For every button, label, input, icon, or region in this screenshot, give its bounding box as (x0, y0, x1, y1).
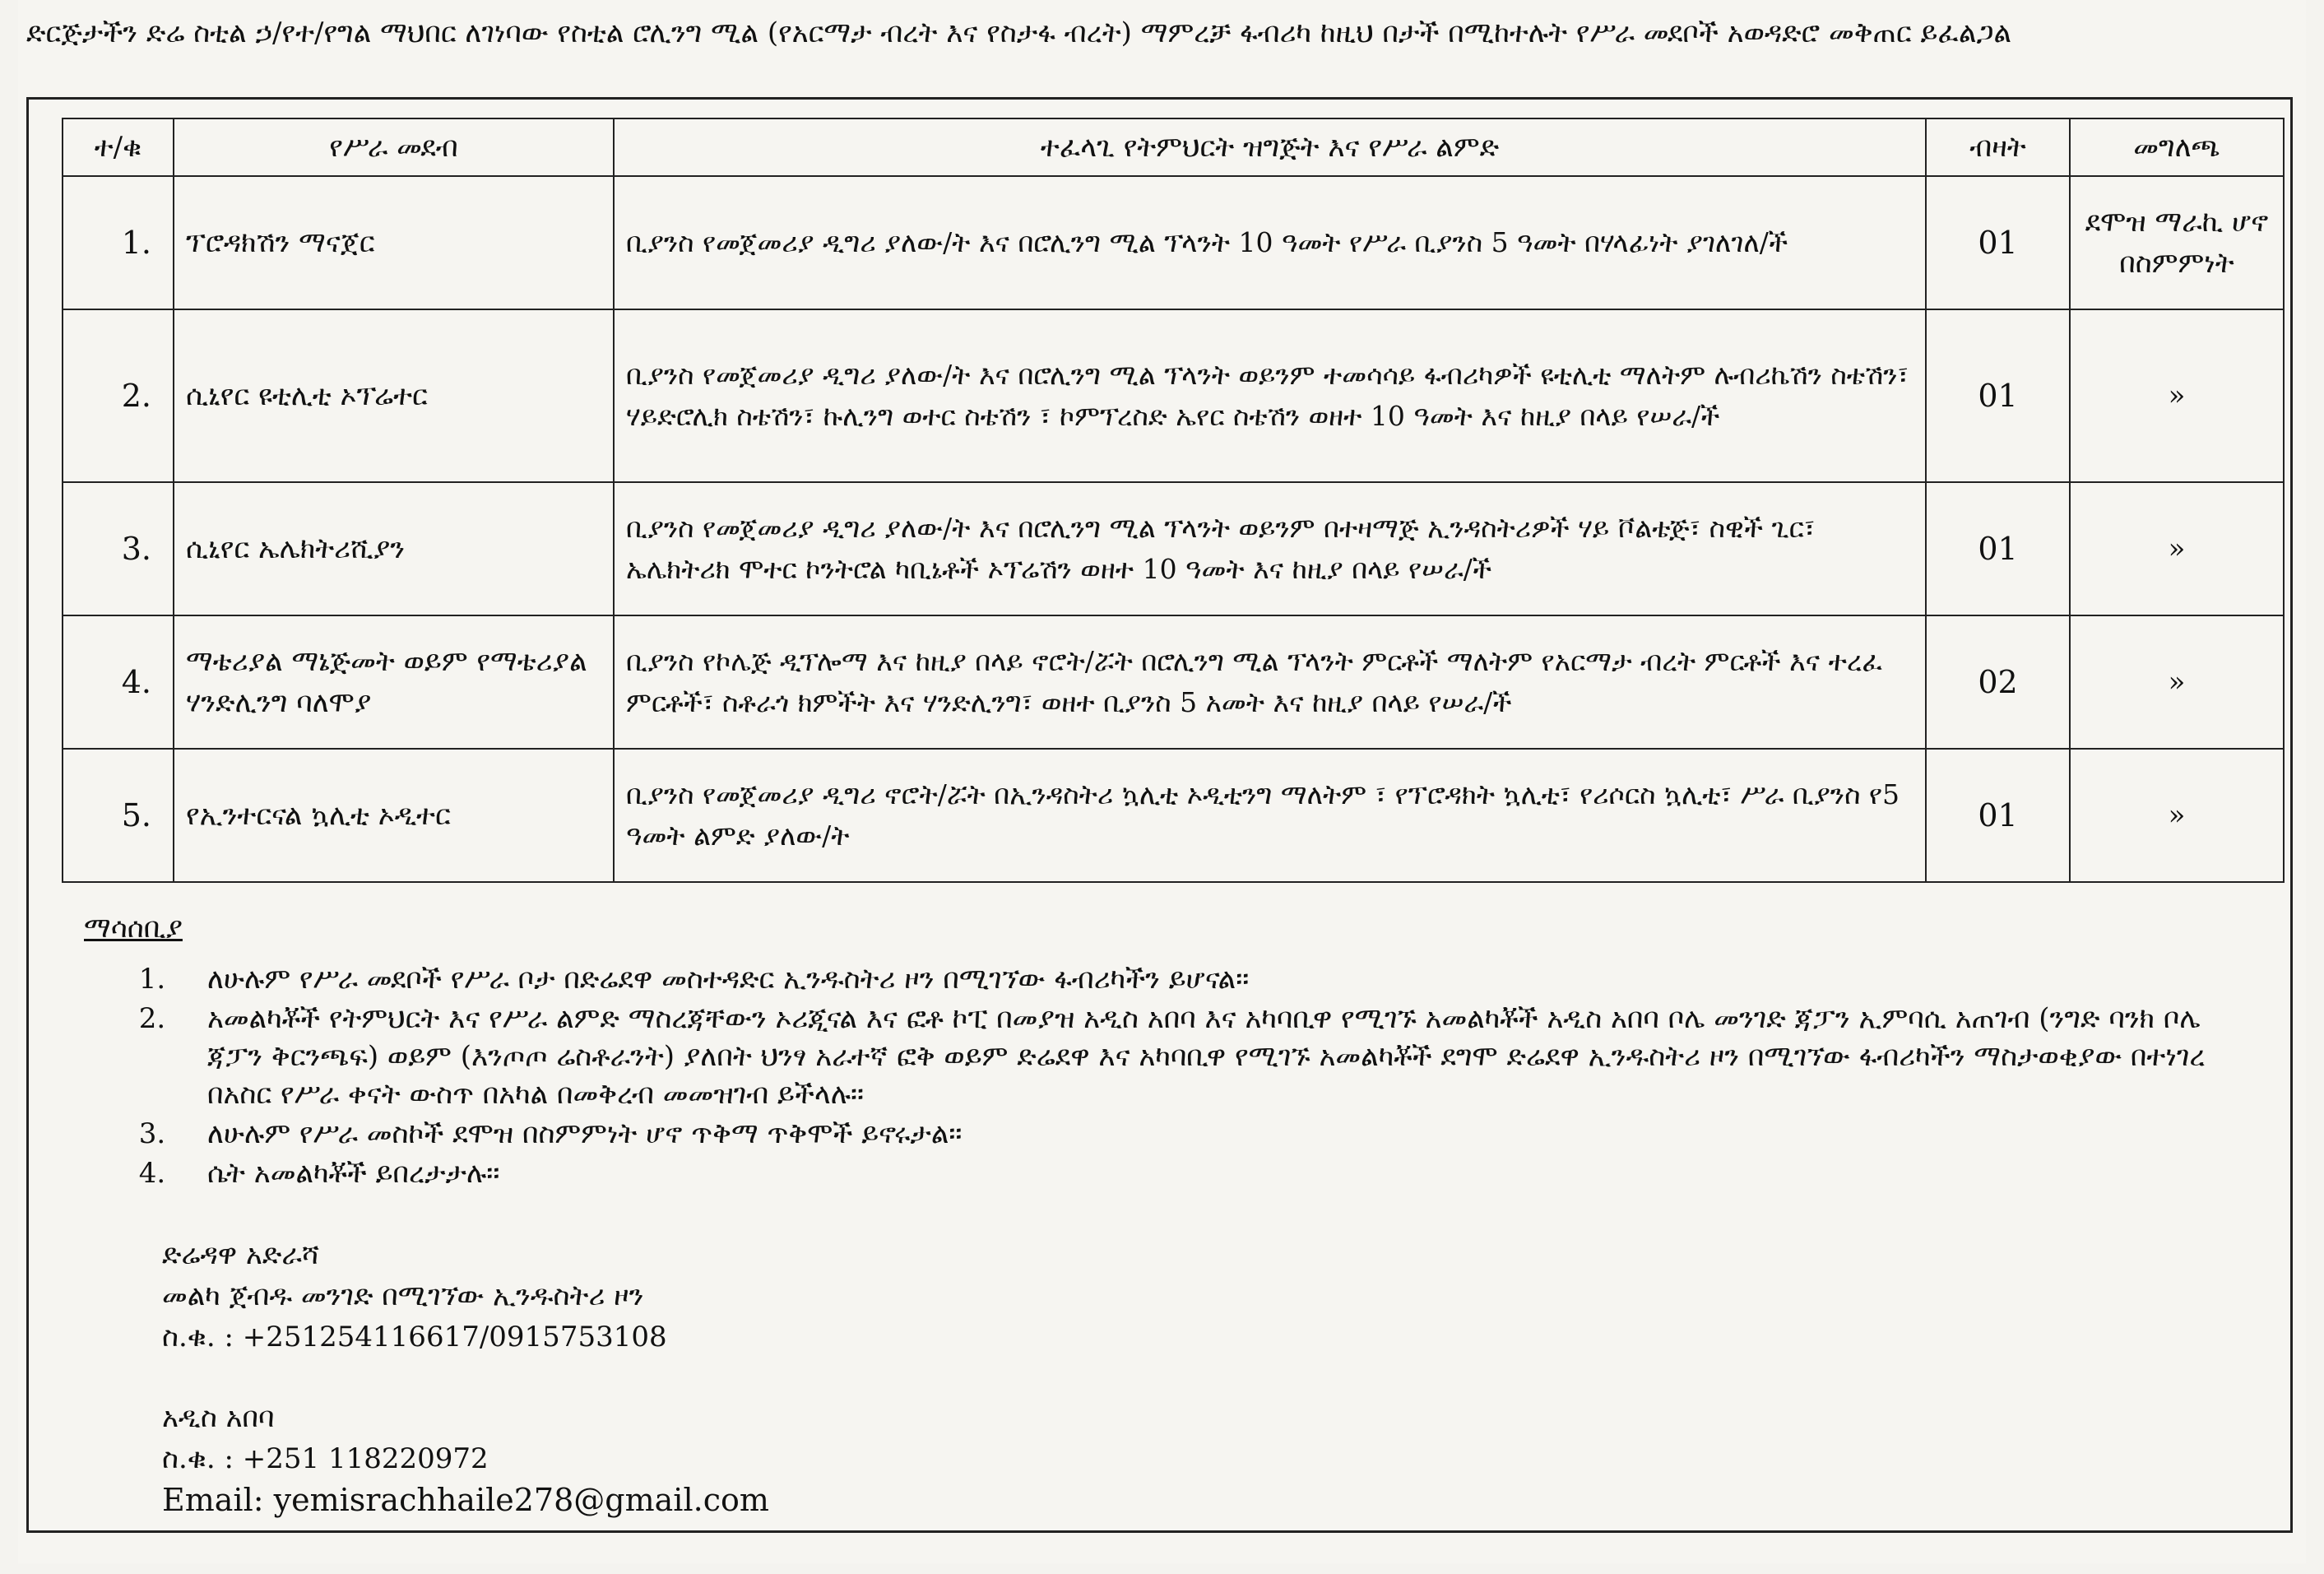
notes-title: ማሳሰቢያ (84, 912, 183, 945)
contact-email: Email: yemisrachhaile278@gmail.com (162, 1482, 769, 1518)
job-table (62, 118, 2285, 883)
position-requirement: ቢያንስ የመጀመሪያ ዲግሪ ያለው/ት እና በሮሊንግ ሚል ፕላንት ወይንም በተዛማጅ ኢንዳስትሪዎች ሃይ ቮልቴጅ፣ ስዊች ጊር፣ ኤሌክትሪክ ሞተር ኮንትሮል ካቢኔቶች ኦፕሬሽን ወዘተ 10 ዓመት እና ከዚያ በላይ የሠራ/ች (614, 482, 1926, 615)
note-item: 2. አመልካቾች የትምህርት እና የሥራ ልምድ ማስረጃቸውን ኦሪጂናል እና ፎቶ ኮፒ በመያዝ አዲስ አበባ እና አካባቢዋ የሚገኙ አመልካቾች አዲስ አበባ ቦሌ መንገድ ጃፓን ኢምባሲ አጠገብ (ንግድ ባንክ ቦሌ ጃፓን ቅርንጫፍ) ወይም (እንጦጦ ሬስቶራንት) ያለበት ህንፃ አራተኛ ፎቅ ወይም ድሬደዋ እና አካባቢዋ የሚገኙ አመልካቾች ደግሞ ድሬደዋ ኢንዱስትሪ ዞን በሚገኘው ፋብሪካችን ማስታወቂያው በተነገረ በአስር የሥራ ቀናት ውስጥ በአካል በመቅረብ መመዝገብ ይችላሉ፡፡ (174, 1000, 2256, 1113)
dire-dawa-address-label: ድሬዳዋ አድራሻ (162, 1238, 320, 1271)
table-row (63, 309, 2284, 482)
document-page (18, 0, 2306, 1563)
position-requirement: ቢያንስ የኮሌጅ ዲፕሎማ እና ከዚያ በላይ ኖሮት/ሯት በሮሊንግ ሚል ፕላንት ምርቶች ማለትም የአርማታ ብረት ምርቶች እና ተረፈ ምርቶች፣ ስቶራጎ ክምችት እና ሃንድሊንግ፣ ወዘተ ቢያንስ 5 አመት እና ከዚያ በላይ የሠራ/ች (614, 615, 1926, 749)
position-quantity: 01 (1926, 309, 2070, 482)
table-row (63, 482, 2284, 615)
position-title: ሲኒየር ዩቲሊቲ ኦፕሬተር (174, 309, 614, 482)
position-remark: » (2070, 309, 2284, 482)
position-requirement: ቢያንስ የመጀመሪያ ዲግሪ ኖሮት/ሯት በኢንዳስትሪ ኳሊቲ ኦዲቲንግ ማለትም ፣ የፕሮዳክት ኳሊቲ፣ የሪሶርስ ኳሊቲ፣ ሥራ ቢያንስ የ5 ዓመት ልምድ ያለው/ት (614, 749, 1926, 882)
addis-ababa-phone: ስ.ቁ. : +251 118220972 (162, 1442, 489, 1475)
position-title: ፕሮዳክሽን ማናጀር (174, 176, 614, 309)
position-requirement: ቢያንስ የመጀመሪያ ዲግሪ ያለው/ት እና በሮሊንግ ሚል ፕላንት 10 ዓመት የሥራ ቢያንስ 5 ዓመት በሃላፊነት ያገለገለ/ች (614, 176, 1926, 309)
notes-section (84, 909, 2256, 1194)
row-number: 2. (63, 309, 174, 482)
position-quantity: 01 (1926, 176, 2070, 309)
position-quantity: 01 (1926, 749, 2070, 882)
table-row (63, 749, 2284, 882)
announcement-header: ድርጅታችን ድሬ ስቲል ኃ/የተ/የግል ማህበር ለገነባው የስቲል ሮሊንግ ሚል (የአርማታ ብረት እና የስታፋ ብረት) ማምረቻ ፋብሪካ ከዚህ በታች በሚከተሉት የሥራ መደቦች አወዳድሮ መቅጠር ይፈልጋል (26, 16, 2012, 49)
position-title: ሲኒየር ኤሌክትሪሺያን (174, 482, 614, 615)
row-number: 5. (63, 749, 174, 882)
note-item: 4. ሴት አመልካቾች ይበረታታሉ፡፡ (174, 1154, 2256, 1192)
dire-dawa-phone: ስ.ቁ. : +251254116617/0915753108 (162, 1321, 667, 1353)
position-title: የኢንተርናል ኳሊቲ ኦዲተር (174, 749, 614, 882)
position-remark: ደሞዝ ማራኪ ሆኖ በስምምነት (2070, 176, 2284, 309)
col-header-position: የሥራ መደብ (174, 118, 614, 176)
dire-dawa-location: መልካ ጀብዱ መንገድ በሚገኘው ኢንዱስትሪ ዞን (162, 1279, 644, 1312)
position-quantity: 02 (1926, 615, 2070, 749)
row-number: 1. (63, 176, 174, 309)
position-quantity: 01 (1926, 482, 2070, 615)
position-remark: » (2070, 749, 2284, 882)
spacer (162, 1358, 1314, 1397)
addis-ababa-label: አዲስ አበባ (162, 1401, 275, 1434)
notes-list (84, 960, 2256, 1192)
position-requirement: ቢያንስ የመጀመሪያ ዲግሪ ያለው/ት እና በሮሊንግ ሚል ፕላንት ወይንም ተመሳሳይ ፋብሪካዎች ዩቲሊቲ ማለትም ሉብሪኬሽን ስቴሽን፣ ሃይድሮሊክ ስቴሽን፣ ኩሊንግ ወተር ስቴሽን ፣ ኮምፕረስድ ኤየር ስቴሽን ወዘተ 10 ዓመት እና ከዚያ በላይ የሠራ/ች (614, 309, 1926, 482)
table-row (63, 176, 2284, 309)
position-remark: » (2070, 615, 2284, 749)
position-remark: » (2070, 482, 2284, 615)
col-header-requirement: ተፈላጊ የትምህርት ዝግጅት እና የሥራ ልምድ (614, 118, 1926, 176)
col-header-remark: መግለጫ (2070, 118, 2284, 176)
position-title: ማቴሪያል ማኔጅመት ወይም የማቴሪያል ሃንድሊንግ ባለሞያ (174, 615, 614, 749)
col-header-no: ተ/ቁ (63, 118, 174, 176)
col-header-quantity: ብዛት (1926, 118, 2070, 176)
note-item: 3. ለሁሉም የሥራ መስኮች ደሞዝ በስምምነት ሆኖ ጥቅማ ጥቅሞች ይኖሩታል፡፡ (174, 1115, 2256, 1153)
note-item: 1. ለሁሉም የሥራ መደቦች የሥራ ቦታ በድሬደዋ መስተዳድር ኢንዱስትሪ ዞን በሚገኘው ፋብሪካችን ይሆናል፡፡ (174, 960, 2256, 998)
row-number: 3. (63, 482, 174, 615)
contact-block (162, 1234, 1314, 1521)
table-row (63, 615, 2284, 749)
row-number: 4. (63, 615, 174, 749)
table-header-row (63, 118, 2284, 176)
